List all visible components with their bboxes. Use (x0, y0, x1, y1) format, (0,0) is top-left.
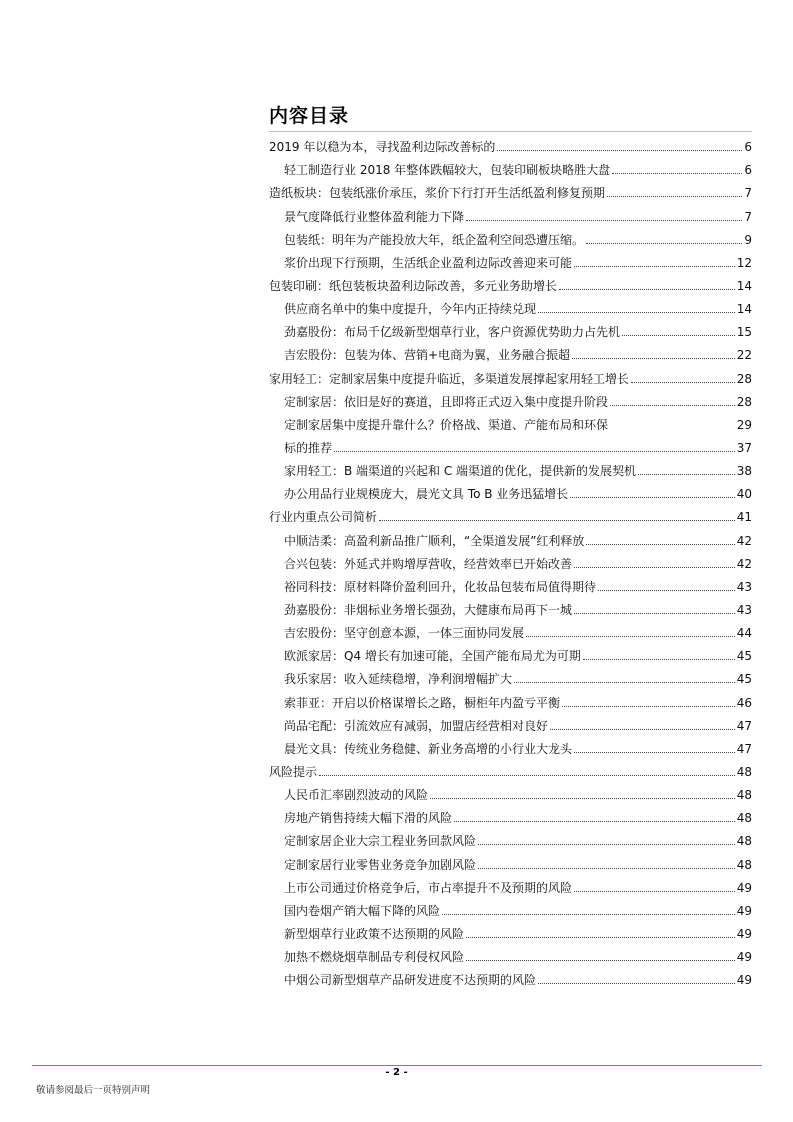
toc-leader-dots (586, 243, 742, 244)
toc-leader-dots (538, 312, 735, 313)
toc-leader-dots (562, 706, 735, 707)
toc-leader-dots (574, 613, 735, 614)
toc-entry[interactable] (269, 550, 752, 573)
toc-leader-dots (574, 567, 735, 568)
toc-entry-title: 定制家居：依旧是好的赛道，且即将正式迈入集中度提升阶段 (284, 394, 609, 409)
toc-entry-title: 供应商名单中的集中度提升，今年内正持续兑现 (284, 302, 537, 317)
toc-entry[interactable] (269, 897, 752, 920)
toc-leader-dots (550, 729, 735, 730)
toc-leader-dots (526, 636, 735, 637)
toc-entry[interactable] (269, 388, 752, 411)
toc-entry-title: 索菲亚：开启以价格谋增长之路，橱柜年内盈亏平衡 (284, 695, 561, 710)
toc-entry-title: 家用轻工：定制家居集中度提升临近，多渠道发展撑起家用轻工增长 (269, 371, 630, 386)
toc-entry-page: 14 (736, 302, 752, 317)
toc-entry-title: 尚品宅配：引流效应有减弱，加盟店经营相对良好 (284, 718, 549, 733)
toc-leader-dots (538, 983, 735, 984)
toc-entry-page: 49 (736, 950, 752, 965)
toc-entry-title: 包装纸：明年为产能投放大年，纸企盈利空间恐遭压缩。 (284, 232, 585, 247)
toc-entry[interactable] (269, 642, 752, 665)
toc-entry[interactable] (269, 364, 752, 387)
toc-entry[interactable] (269, 619, 752, 642)
toc-entry[interactable] (269, 457, 752, 480)
toc-leader-dots (379, 520, 735, 521)
toc-entry-title: 我乐家居：收入延续稳增，净利润增幅扩大 (284, 672, 513, 687)
toc-entry-page: 22 (736, 348, 752, 363)
toc-entry[interactable] (269, 318, 752, 341)
toc-entry-title: 定制家居集中度提升靠什么？价格战、渠道、产能布局和环保 (284, 417, 609, 432)
toc-entry-page: 48 (736, 764, 752, 779)
toc-leader-dots (319, 775, 735, 776)
toc-entry[interactable] (269, 249, 752, 272)
toc-leader-dots (442, 914, 735, 915)
toc-entry-page: 6 (744, 140, 752, 155)
toc-leader-dots (466, 960, 735, 961)
toc-entry-title: 家用轻工：B 端渠道的兴起和 C 端渠道的优化，提供新的发展契机 (284, 464, 637, 479)
toc-entry-page: 49 (736, 880, 752, 895)
title-divider (269, 131, 752, 132)
toc-leader-dots (574, 752, 735, 753)
toc-entry-title: 加热不燃烧烟草制品专利侵权风险 (284, 950, 465, 965)
toc-entry[interactable] (269, 202, 752, 225)
toc-entry[interactable] (269, 804, 752, 827)
toc-entry[interactable] (269, 272, 752, 295)
toc-entry[interactable] (269, 943, 752, 966)
disclaimer-note: 敬请参阅最后一页特别声明 (36, 1085, 151, 1096)
toc-entry[interactable] (269, 874, 752, 897)
toc-entry[interactable] (269, 827, 752, 850)
toc-entry-page: 40 (736, 487, 752, 502)
toc-entry-page: 44 (736, 626, 752, 641)
toc-entry-title: 2019 年以稳为本，寻找盈利边际改善标的 (269, 140, 496, 155)
toc-entry-page: 7 (744, 209, 752, 224)
toc-entry-title: 标的推荐 (284, 440, 333, 455)
toc-entry-page: 47 (736, 718, 752, 733)
toc-leader-dots (598, 590, 735, 591)
toc-leader-dots (574, 891, 735, 892)
toc-entry-title: 上市公司通过价格竞争后，市占率提升不及预期的风险 (284, 880, 573, 895)
toc-entry-page: 15 (736, 325, 752, 340)
toc-leader-dots (572, 358, 735, 359)
toc-leader-dots (570, 497, 734, 498)
toc-entry-title: 房地产销售持续大幅下滑的风险 (284, 811, 453, 826)
toc-entry[interactable] (269, 966, 752, 989)
toc-entry-page: 47 (736, 741, 752, 756)
toc-leader-dots (607, 196, 742, 197)
toc-entry-page: 48 (736, 834, 752, 849)
toc-entry[interactable] (269, 781, 752, 804)
toc-entry[interactable] (269, 596, 752, 619)
toc-entry[interactable] (269, 133, 752, 156)
toc-entry[interactable] (269, 411, 752, 434)
toc-entry-title: 景气度降低行业整体盈利能力下降 (284, 209, 465, 224)
toc-entry-page: 46 (736, 695, 752, 710)
toc-entry[interactable] (269, 341, 752, 364)
toc-entry[interactable] (269, 480, 752, 503)
toc-entry[interactable] (269, 665, 752, 688)
toc-leader-dots (430, 798, 735, 799)
toc-entry-title: 人民币汇率剧烈波动的风险 (284, 788, 429, 803)
toc-entry-page: 42 (736, 533, 752, 548)
toc-entry[interactable] (269, 735, 752, 758)
toc-entry-page: 48 (736, 811, 752, 826)
toc-entry-page: 43 (736, 579, 752, 594)
toc-entry-title: 定制家居企业大宗工程业务回款风险 (284, 834, 477, 849)
toc-entry-title: 中烟公司新型烟草产品研发进度不达预期的风险 (284, 973, 537, 988)
toc-entry-title: 晨光文具：传统业务稳健、新业务高增的小行业大龙头 (284, 741, 573, 756)
toc-entry-page: 14 (736, 278, 752, 293)
toc-entry[interactable] (269, 434, 752, 457)
toc-entry-page: 49 (736, 926, 752, 941)
toc-leader-dots (497, 150, 742, 151)
toc-leader-dots (514, 682, 735, 683)
toc-entry[interactable] (269, 712, 752, 735)
toc-entry-title: 劲嘉股份：非烟标业务增长强劲，大健康布局再下一城 (284, 602, 573, 617)
toc-leader-dots (478, 844, 735, 845)
toc-leader-dots (583, 659, 735, 660)
footer-divider (32, 1065, 762, 1066)
toc-entry-title: 合兴包装：外延式并购增厚营收，经营效率已开始改善 (284, 556, 573, 571)
toc-entry-title: 吉宏股份：包装为体、营销+电商为翼，业务融合振超 (284, 348, 571, 363)
toc-entry-title: 中顺洁柔：高盈利新品推广顺利，“全渠道发展”红利释放 (284, 533, 585, 548)
toc-leader-dots (334, 451, 735, 452)
toc-entry[interactable] (269, 156, 752, 179)
toc-entry-title: 行业内重点公司简析 (269, 510, 378, 525)
toc-entry-title: 裕同科技：原材料降价盈利回升，化妆品包装布局值得期待 (284, 579, 597, 594)
toc-entry-title: 办公用品行业规模庞大，晨光文具 To B 业务迅猛增长 (284, 487, 569, 502)
toc-leader-dots (454, 821, 735, 822)
toc-entry-page: 12 (736, 255, 752, 270)
toc-leader-dots (478, 868, 735, 869)
toc-entry-page: 49 (736, 973, 752, 988)
toc-leader-dots (574, 266, 735, 267)
toc-leader-dots (638, 474, 735, 475)
toc-leader-dots (612, 173, 742, 174)
toc-entry-title: 定制家居行业零售业务竞争加剧风险 (284, 857, 477, 872)
toc-entry-page: 48 (736, 857, 752, 872)
toc-entry-page: 37 (736, 440, 752, 455)
toc-entry[interactable] (269, 688, 752, 711)
toc-entry-title: 国内卷烟产销大幅下降的风险 (284, 903, 441, 918)
toc-entry-title: 造纸板块：包装纸涨价承压，浆价下行打开生活纸盈利修复预期 (269, 186, 606, 201)
toc-entry-title: 劲嘉股份：布局千亿级新型烟草行业，客户资源优势助力占先机 (284, 325, 621, 340)
toc-entry[interactable] (269, 179, 752, 202)
toc-entry-title: 风险提示 (269, 764, 318, 779)
toc-leader-dots (610, 405, 735, 406)
toc-entry-page: 42 (736, 556, 752, 571)
toc-entry-title: 轻工制造行业 2018 年整体跌幅较大，包装印刷板块略胜大盘 (284, 163, 611, 178)
toc-entry-page: 28 (736, 371, 752, 386)
toc-entry-page: 41 (736, 510, 752, 525)
toc-entry-title: 浆价出现下行预期，生活纸企业盈利边际改善迎来可能 (284, 255, 573, 270)
toc-entry-page: 9 (744, 232, 752, 247)
toc-entry-page: 7 (744, 186, 752, 201)
toc-leader-dots (631, 382, 735, 383)
toc-entry-title: 包装印刷：纸包装板块盈利边际改善，多元业务助增长 (269, 278, 558, 293)
toc-entry[interactable] (269, 526, 752, 549)
page-number: - 2 - (385, 1067, 408, 1078)
toc-entry-page: 43 (736, 602, 752, 617)
toc-entry[interactable] (269, 226, 752, 249)
toc-entry[interactable] (269, 758, 752, 781)
toc-entry-page: 49 (736, 903, 752, 918)
toc-entry[interactable] (269, 573, 752, 596)
page-title: 内容目录 (269, 105, 350, 127)
toc-leader-dots (466, 220, 742, 221)
toc-entry-page: 38 (736, 464, 752, 479)
toc-leader-dots (466, 937, 735, 938)
toc-leader-dots (559, 289, 735, 290)
table-of-contents (269, 133, 752, 989)
toc-entry[interactable] (269, 850, 752, 873)
toc-leader-dots (586, 544, 734, 545)
toc-entry[interactable] (269, 503, 752, 526)
toc-entry-page: 6 (744, 163, 752, 178)
toc-entry-page: 45 (736, 649, 752, 664)
toc-entry-title: 吉宏股份：坚守创意本源，一体三面协同发展 (284, 626, 525, 641)
toc-entry-page: 45 (736, 672, 752, 687)
toc-entry-page: 29 (736, 417, 752, 432)
toc-entry-title: 欧派家居：Q4 增长有加速可能，全国产能布局尤为可期 (284, 649, 581, 664)
toc-leader-dots (622, 335, 735, 336)
toc-entry[interactable] (269, 295, 752, 318)
toc-entry-title: 新型烟草行业政策不达预期的风险 (284, 926, 465, 941)
toc-entry[interactable] (269, 920, 752, 943)
toc-entry-page: 48 (736, 788, 752, 803)
toc-entry-page: 28 (736, 394, 752, 409)
